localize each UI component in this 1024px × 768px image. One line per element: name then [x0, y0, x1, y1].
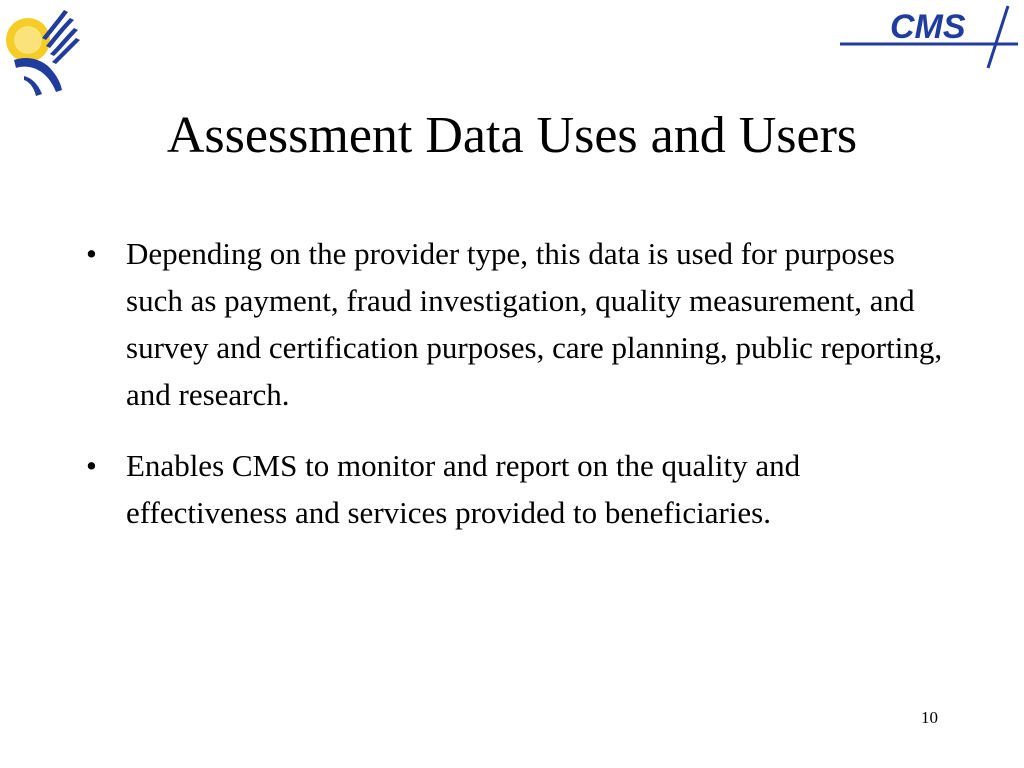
bullet-item: [84, 442, 954, 536]
bullet-marker: •: [86, 448, 97, 483]
hhs-eagle-icon: [4, 4, 84, 100]
bullet-text: Enables CMS to monitor and report on the quality and effectiveness and services provided to beneficiaries.: [126, 448, 801, 530]
cms-logo-text: CMS: [890, 8, 966, 46]
cms-logo: [838, 2, 1020, 72]
bullet-marker: •: [86, 236, 97, 271]
bullet-text: Depending on the provider type, this data is used for purposes such as payment, fraud investigation, quality measurement, and survey and certification purposes, care planning, public reporting, and research.: [126, 236, 943, 412]
bullet-list: [84, 230, 954, 560]
slide-number: 10: [921, 708, 938, 727]
slide-title: Assessment Data Uses and Users: [166, 107, 858, 164]
bullet-item: [84, 230, 954, 418]
